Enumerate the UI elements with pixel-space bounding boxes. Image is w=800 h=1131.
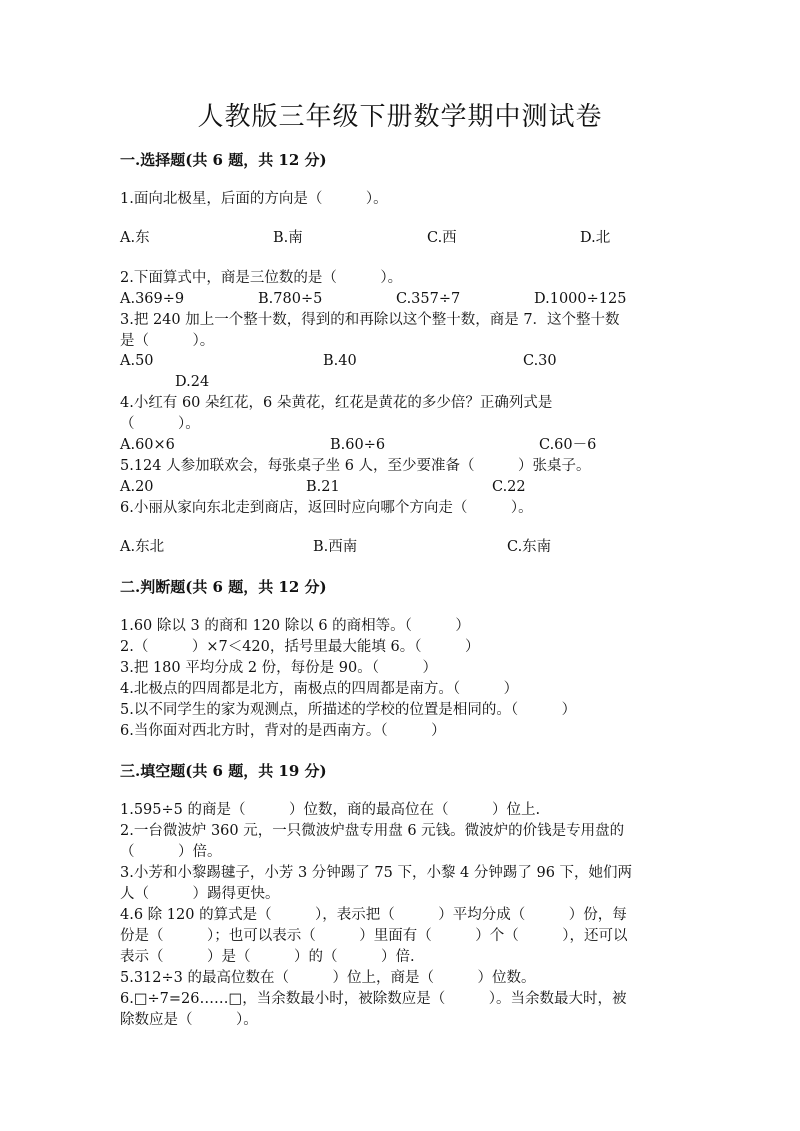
option: A.20: [120, 479, 154, 495]
question-text: 3.把 180 平均分成 2 份，每份是 90。（ ）: [120, 660, 437, 676]
option: A.50: [120, 353, 154, 369]
question-text: 除数应是（ ）。: [120, 1012, 258, 1028]
option: A.东: [120, 230, 150, 246]
question-text: 1.面向北极星，后面的方向是（ ）。: [120, 191, 388, 207]
section-heading-choice: 一.选择题(共 6 题，共 12 分): [120, 151, 327, 169]
option: B.780÷5: [258, 291, 323, 307]
question-text: 6.□÷7=26……□，当余数最小时，被除数应是（ ）。当余数最大时，被: [120, 991, 627, 1007]
page-title: 人教版三年级下册数学期中测试卷: [197, 102, 603, 132]
option: C.东南: [507, 539, 552, 555]
option: B.西南: [313, 539, 358, 555]
question-text: 份是（ ）；也可以表示（ ）里面有（ ）个（ ），还可以: [120, 928, 628, 944]
option: A.369÷9: [120, 291, 185, 307]
question-text: 5.以不同学生的家为观测点，所描述的学校的位置是相同的。（ ）: [120, 702, 577, 718]
option: C.30: [523, 353, 557, 369]
question-text: 表示（ ）是（ ）的（ ）倍.: [120, 949, 415, 965]
question-text: 2.下面算式中，商是三位数的是（ ）。: [120, 270, 403, 286]
question-text: 2.一台微波炉 360 元，一只微波炉盘专用盘 6 元钱。微波炉的价钱是专用盘的: [120, 823, 625, 839]
question-text: 3.小芳和小黎踢毽子，小芳 3 分钟踢了 75 下，小黎 4 分钟踢了 96 下，她们两: [120, 865, 633, 881]
option: B.40: [323, 353, 357, 369]
question-text: 3.把 240 加上一个整十数，得到的和再除以这个整十数，商是 7．这个整十数: [120, 312, 620, 328]
option: B.21: [306, 479, 340, 495]
option: B.南: [273, 230, 303, 246]
question-text: 5.312÷3 的最高位数在（ ）位上，商是（ ）位数。: [120, 970, 536, 986]
option: C.60－6: [539, 437, 597, 453]
section-heading-fill: 三.填空题(共 6 题，共 19 分): [120, 762, 327, 780]
question-text: 1.60 除以 3 的商和 120 除以 6 的商相等。（ ）: [120, 618, 470, 634]
question-text: （ ）。: [120, 416, 200, 432]
option: C.357÷7: [396, 291, 461, 307]
option: A.60×6: [120, 437, 175, 453]
question-text: 人（ ）踢得更快。: [120, 886, 280, 902]
question-text: 是（ ）。: [120, 333, 215, 349]
section-heading-judge: 二.判断题(共 6 题，共 12 分): [120, 578, 327, 596]
question-text: 6.小丽从家向东北走到商店，返回时应向哪个方向走（ ）。: [120, 500, 533, 516]
question-text: 4.北极点的四周都是北方，南极点的四周都是南方。（ ）: [120, 681, 519, 697]
option: D.北: [580, 230, 611, 246]
option: D.24: [175, 374, 210, 390]
question-text: 6.当你面对西北方时，背对的是西南方。（ ）: [120, 723, 446, 739]
question-text: （ ）倍。: [120, 844, 222, 860]
option: B.60÷6: [330, 437, 386, 453]
question-text: 4.6 除 120 的算式是（ ），表示把（ ）平均分成（ ）份，每: [120, 907, 627, 923]
option: D.1000÷125: [534, 291, 627, 307]
option: A.东北: [120, 539, 165, 555]
option: C.22: [492, 479, 526, 495]
question-text: 2.（ ）×7＜420，括号里最大能填 6。（ ）: [120, 639, 480, 655]
question-text: 5.124 人参加联欢会，每张桌子坐 6 人，至少要准备（ ）张桌子。: [120, 458, 591, 474]
option: C.西: [427, 230, 457, 246]
question-text: 4.小红有 60 朵红花，6 朵黄花，红花是黄花的多少倍？正确列式是: [120, 395, 553, 411]
question-text: 1.595÷5 的商是（ ）位数，商的最高位在（ ）位上.: [120, 802, 541, 818]
